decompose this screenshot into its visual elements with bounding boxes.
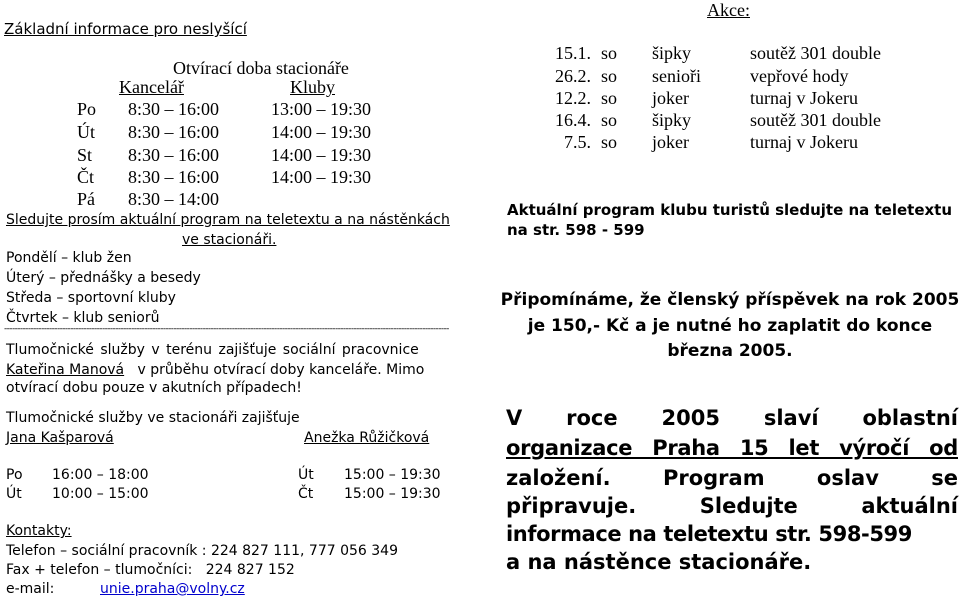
event-group: šipky <box>652 43 692 63</box>
anniv-line1: V roce 2005 slaví oblastní <box>506 406 958 430</box>
schedule-day: Út <box>6 486 22 502</box>
event-day: so <box>601 88 618 108</box>
anniv-line5: informace na teletextu str. 598-599 <box>506 522 912 546</box>
hours-clubs: 14:00 – 19:30 <box>271 122 372 142</box>
events-title: Akce: <box>707 0 750 20</box>
hours-title: Otvírací doba stacionáře <box>173 58 349 78</box>
event-group: joker <box>652 88 689 108</box>
event-name: turnaj v Jokeru <box>750 132 858 152</box>
event-group: senioři <box>652 66 701 86</box>
notice-line2: ve stacionáři. <box>182 232 277 248</box>
notice-line1: Sledujte prosím aktuální program na teletextu a na nástěnkách <box>6 212 450 228</box>
event-date: 7.5. <box>564 132 591 152</box>
interp-line2 <box>6 362 424 378</box>
schedule-time: 15:00 – 19:30 <box>344 486 441 502</box>
hours-day: St <box>77 145 93 165</box>
fax-line: Fax + telefon – tlumočníci: 224 827 152 <box>6 562 295 578</box>
hours-office: 8:30 – 16:00 <box>128 99 220 119</box>
interp-line3: otvírací dobu pouze v akutních případech! <box>6 380 302 396</box>
event-group: šipky <box>652 110 692 130</box>
club-item: Středa – sportovní kluby <box>6 290 176 306</box>
hours-day: Pá <box>77 189 95 209</box>
event-date: 12.2. <box>555 88 591 108</box>
event-name: turnaj v Jokeru <box>750 88 858 108</box>
schedule-time: 10:00 – 15:00 <box>52 486 149 502</box>
club-item: Pondělí – klub žen <box>6 250 132 266</box>
interp-name: Kateřina Manová <box>6 362 125 378</box>
col-office-label: Kancelář <box>119 77 184 97</box>
club-item: Úterý – přednášky a besedy <box>6 270 201 286</box>
email-link[interactable]: unie.praha@volny.cz <box>100 581 245 597</box>
fee-line3: března 2005. <box>667 341 793 361</box>
event-group: joker <box>652 132 689 152</box>
interp-line1: Tlumočnické služby v terénu zajišťuje sociální pracovnice <box>6 342 419 358</box>
fee-line1: Připomínáme, že členský příspěvek na rok 2005 <box>500 290 960 310</box>
tourist-line1: Aktuální program klubu turistů sledujte na teletextu <box>507 201 953 219</box>
station-title: Tlumočnické služby ve stacionáři zajišťuje <box>6 410 300 426</box>
event-date: 26.2. <box>555 66 591 86</box>
hours-office: 8:30 – 16:00 <box>128 122 220 142</box>
contacts-label: Kontakty: <box>6 523 72 539</box>
separator-line: ------------------------------------------------------------------------------------------------------------------------------------------------------------------------ <box>4 324 449 334</box>
anniv-line2: organizace Praha 15 let výročí od <box>506 436 958 460</box>
hours-day: Út <box>77 122 95 142</box>
event-day: so <box>601 110 618 130</box>
info-header: Základní informace pro neslyšící <box>4 20 247 38</box>
phone-line: Telefon – sociální pracovník : 224 827 111, 777 056 349 <box>6 543 398 559</box>
person-2: Anežka Růžičková <box>304 430 430 446</box>
fee-line2: je 150,- Kč a je nutné ho zaplatit do konce <box>527 316 933 336</box>
event-name: soutěž 301 double <box>750 110 881 130</box>
anniv-line6: a na nástěnce stacionáře. <box>506 550 812 574</box>
schedule-day: Út <box>298 467 314 483</box>
hours-office: 8:30 – 14:00 <box>128 189 220 209</box>
hours-day: Po <box>77 99 97 119</box>
event-date: 16.4. <box>555 110 591 130</box>
hours-clubs: 13:00 – 19:30 <box>271 99 372 119</box>
tourist-line2: na str. 598 - 599 <box>507 221 645 239</box>
schedule-day: Po <box>6 467 23 483</box>
hours-day: Čt <box>77 167 95 187</box>
col-clubs-label: Kluby <box>290 77 335 97</box>
hours-office: 8:30 – 16:00 <box>128 145 220 165</box>
email-label: e-mail: <box>6 581 55 597</box>
hours-clubs: 14:00 – 19:30 <box>271 167 372 187</box>
event-date: 15.1. <box>555 43 591 63</box>
event-day: so <box>601 43 618 63</box>
hours-clubs: 14:00 – 19:30 <box>271 145 372 165</box>
schedule-day: Čt <box>298 486 314 502</box>
hours-office: 8:30 – 16:00 <box>128 167 220 187</box>
event-name: soutěž 301 double <box>750 43 881 63</box>
person-1: Jana Kašparová <box>6 430 114 446</box>
club-item: Čtvrtek – klub seniorů <box>6 310 160 326</box>
event-day: so <box>601 66 618 86</box>
schedule-time: 16:00 – 18:00 <box>52 467 149 483</box>
anniv-line4: připravuje. Sledujte aktuální <box>506 494 958 518</box>
event-day: so <box>601 132 618 152</box>
anniv-line3: založení. Program oslav se <box>506 466 958 490</box>
schedule-time: 15:00 – 19:30 <box>344 467 441 483</box>
event-name: vepřové hody <box>750 66 849 86</box>
interp-line2-rest: v průběhu otvírací doby kanceláře. Mimo <box>137 362 425 378</box>
